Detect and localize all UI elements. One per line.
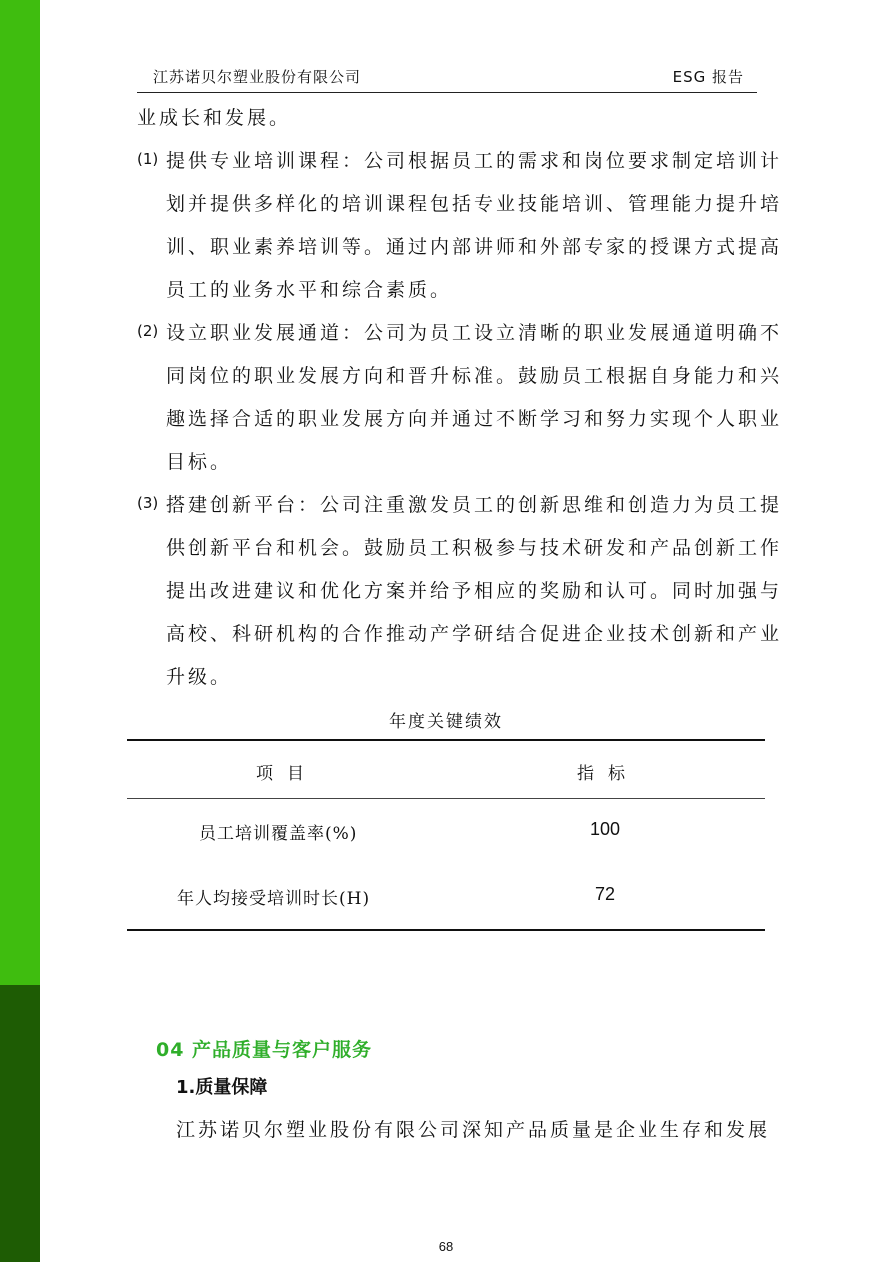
header-company: 江苏诺贝尔塑业股份有限公司: [153, 68, 362, 86]
header-divider: [137, 92, 757, 93]
item-number: (1): [137, 150, 159, 168]
table-header-rule: [127, 798, 765, 799]
item-line: 趣选择合适的职业发展方向并通过不断学习和努力实现个人职业: [166, 408, 783, 430]
table-title: 年度关键绩效: [389, 712, 503, 732]
item-line: 高校、科研机构的合作推动产学研结合促进企业技术创新和产业: [166, 623, 783, 645]
item-number: (2): [137, 322, 159, 340]
subsection-heading: 1.质量保障: [176, 1077, 268, 1098]
section-first-line: 江苏诺贝尔塑业股份有限公司深知产品质量是企业生存和发展: [176, 1119, 771, 1141]
item-line: 提供专业培训课程：公司根据员工的需求和岗位要求制定培训计: [166, 150, 783, 172]
table-row-value: 72: [595, 884, 616, 904]
side-band-light: [0, 0, 40, 985]
item-line: 供创新平台和机会。鼓励员工积极参与技术研发和产品创新工作: [166, 537, 783, 559]
item-line: 划并提供多样化的培训课程包括专业技能培训、管理能力提升培: [166, 193, 783, 215]
item-line: 搭建创新平台：公司注重激发员工的创新思维和创造力为员工提: [166, 494, 783, 516]
side-band-dark: [0, 985, 40, 1262]
item-line: 员工的业务水平和综合素质。: [166, 279, 453, 301]
table-row-item: 员工培训覆盖率(%): [199, 824, 358, 844]
table-header-item: 项目: [256, 764, 318, 784]
item-line: 设立职业发展通道：公司为员工设立清晰的职业发展通道明确不: [166, 322, 783, 344]
table-row-item: 年人均接受培训时长(H): [177, 889, 371, 909]
table-bottom-rule: [127, 929, 765, 931]
table-header-value: 指标: [577, 764, 639, 784]
page-number: 68: [438, 1239, 454, 1254]
table-row-value: 100: [590, 819, 621, 839]
item-number: (3): [137, 494, 159, 512]
item-line: 提出改进建议和优化方案并给予相应的奖励和认可。同时加强与: [166, 580, 783, 602]
item-line: 同岗位的职业发展方向和晋升标准。鼓励员工根据自身能力和兴: [166, 365, 783, 387]
intro-line: 业成长和发展。: [137, 107, 292, 129]
section-heading: 04 产品质量与客户服务: [156, 1039, 373, 1061]
item-line: 目标。: [166, 451, 233, 473]
item-line: 训、职业素养培训等。通过内部讲师和外部专家的授课方式提高: [166, 236, 783, 258]
item-line: 升级。: [166, 666, 233, 688]
table-top-rule: [127, 739, 765, 741]
header-report-label: ESG 报告: [672, 68, 744, 86]
